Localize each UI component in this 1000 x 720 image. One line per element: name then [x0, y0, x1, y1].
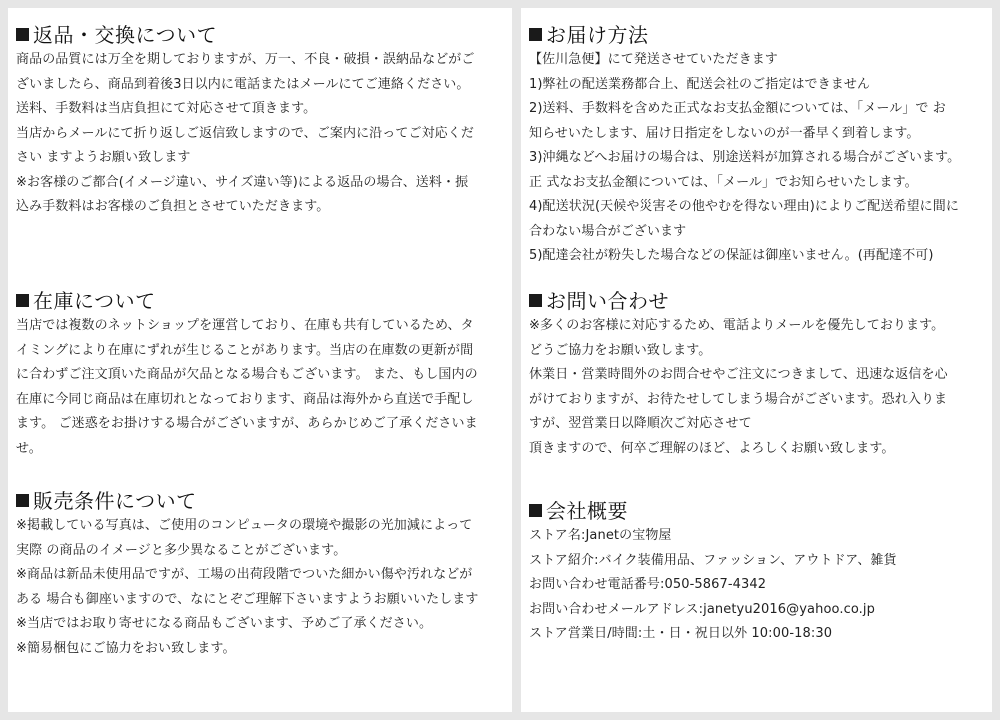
left-panel [8, 8, 512, 712]
contact-line: がけておりますが、お待たせしてしまう場合がございます。恐れ入りま [529, 391, 948, 407]
company-line: お問い合わせメールアドレス:janetyu2016@yahoo.co.jp [529, 601, 875, 617]
stock-body [16, 314, 506, 461]
company-line: ストア営業日/時間:土・日・祝日以外 10:00-18:30 [529, 626, 833, 641]
stock-section [16, 288, 506, 461]
contact-heading [529, 288, 986, 314]
company-line: お問い合わせ電話番号:050-5867-4342 [529, 577, 767, 592]
delivery-line: 2)送料、手数料を含めた正式なお支払金額については、「メール」で お [529, 101, 946, 116]
delivery-line: 5)配達会社が粉失した場合などの保証は御座いません。(再配達不可) [529, 248, 934, 263]
returns-line: 当店からメールにて折り返しご返信致しますので、ご案内に沿ってご対応くだ [16, 125, 474, 141]
delivery-line: 知らせいたします、届け日指定をしないのが一番早く到着します。 [529, 125, 920, 141]
conditions-heading [16, 488, 506, 514]
contact-line: どうご協力をお願い致します。 [529, 342, 712, 358]
returns-line: 送料、手数料は当店負担にて対応させて頂きます。 [16, 101, 317, 116]
contact-line: 休業日・営業時間外のお問合せやご注文につきまして、迅速な返信を心 [529, 367, 948, 382]
company-section [529, 498, 986, 647]
delivery-title: お届け方法 [546, 23, 649, 47]
delivery-heading [529, 22, 986, 48]
delivery-line: 正 式なお支払金額については、「メール」でお知らせいたします。 [529, 174, 918, 190]
contact-body [529, 314, 986, 461]
delivery-body [529, 48, 986, 269]
company-title: 会社概要 [546, 499, 628, 523]
returns-line: 込み手数料はお客様のご負担とさせていただきます。 [16, 199, 330, 214]
stock-title: 在庫について [33, 289, 156, 313]
delivery-line: 【佐川急便】にて発送させていただきます [529, 52, 778, 67]
conditions-line: ※簡易梱包にご協力をおい致します。 [16, 640, 236, 656]
returns-body [16, 48, 506, 220]
returns-section [16, 22, 506, 220]
company-line: ストア紹介:バイク装備用品、ファッション、アウトドア、雑貨 [529, 552, 897, 568]
returns-heading [16, 22, 506, 48]
conditions-line: 実際 の商品のイメージと多少異なることがございます。 [16, 542, 347, 558]
conditions-section [16, 488, 506, 661]
square-bullet-icon [529, 28, 542, 41]
stock-line: 当店では複数のネットショップを運営しており、在庫も共有しているため、タ [16, 318, 474, 333]
returns-line: ※お客様のご都合(イメージ違い、サイズ違い等)による返品の場合、送料・振 [16, 174, 469, 190]
delivery-line: 3)沖縄などへお届けの場合は、別途送料が加算される場合がございます。 [529, 150, 961, 165]
stock-line: せ。 [16, 440, 42, 456]
delivery-line: 合わない場合がございます [529, 223, 687, 239]
contact-line: ※多くのお客様に対応するため、電話よりメールを優先しております。 [529, 318, 945, 333]
right-panel [521, 8, 992, 712]
stock-heading [16, 288, 506, 314]
square-bullet-icon [16, 28, 29, 41]
returns-line: 商品の品質には万全を期しておりますが、万一、不良・破損・誤納品などがご [16, 52, 475, 67]
stock-line: イミングにより在庫にずれが生じることがあります。当店の在庫数の更新が間 [16, 342, 474, 358]
returns-line: ざいましたら、商品到着後3日以内に電話またはメールにてご連絡ください。 [16, 76, 470, 92]
returns-title: 返品・交換について [33, 23, 218, 47]
returns-line: さい ますようお願い致します [16, 150, 191, 165]
stock-line: ます。 ご迷惑をお掛けする場合がございますが、あらかじめご了承くださいま [16, 416, 478, 431]
conditions-line: ※掲載している写真は、ご使用のコンピュータの環境や撮影の光加減によって [16, 518, 473, 533]
conditions-title: 販売条件について [33, 489, 197, 513]
contact-line: すが、翌営業日以降順次ご対応させて [529, 416, 752, 431]
square-bullet-icon [16, 294, 29, 307]
conditions-line: ある 場合も御座いますので、なにとぞご理解下さいますようお願いいたします [16, 591, 479, 607]
contact-line: 頂きますので、何卒ご理解のほど、よろしくお願い致します。 [529, 440, 895, 456]
square-bullet-icon [529, 294, 542, 307]
conditions-line: ※商品は新品未使用品ですが、工場の出荷段階でついた細かい傷や汚れなどが [16, 567, 473, 582]
square-bullet-icon [16, 494, 29, 507]
conditions-line: ※当店ではお取り寄せになる商品もございます、予めご了承ください。 [16, 616, 433, 631]
company-line: ストア名:Janetの宝物屋 [529, 528, 672, 543]
contact-section [529, 288, 986, 461]
company-body [529, 524, 986, 647]
stock-line: に合わずご注文頂いた商品が欠品となる場合もございます。 また、もし国内の [16, 367, 478, 382]
delivery-line: 4)配送状況(天候や災害その他やむを得ない理由)によりご配送希望に間に [529, 199, 959, 214]
delivery-line: 1)弊社の配送業務都合上、配送会社のご指定はできません [529, 76, 871, 92]
square-bullet-icon [529, 504, 542, 517]
stock-line: 在庫に今同じ商品は在庫切れとなっております、商品は海外から直送で手配し [16, 391, 474, 407]
contact-title: お問い合わせ [546, 289, 669, 313]
company-heading [529, 498, 986, 524]
delivery-section [529, 22, 986, 269]
conditions-body [16, 514, 506, 661]
